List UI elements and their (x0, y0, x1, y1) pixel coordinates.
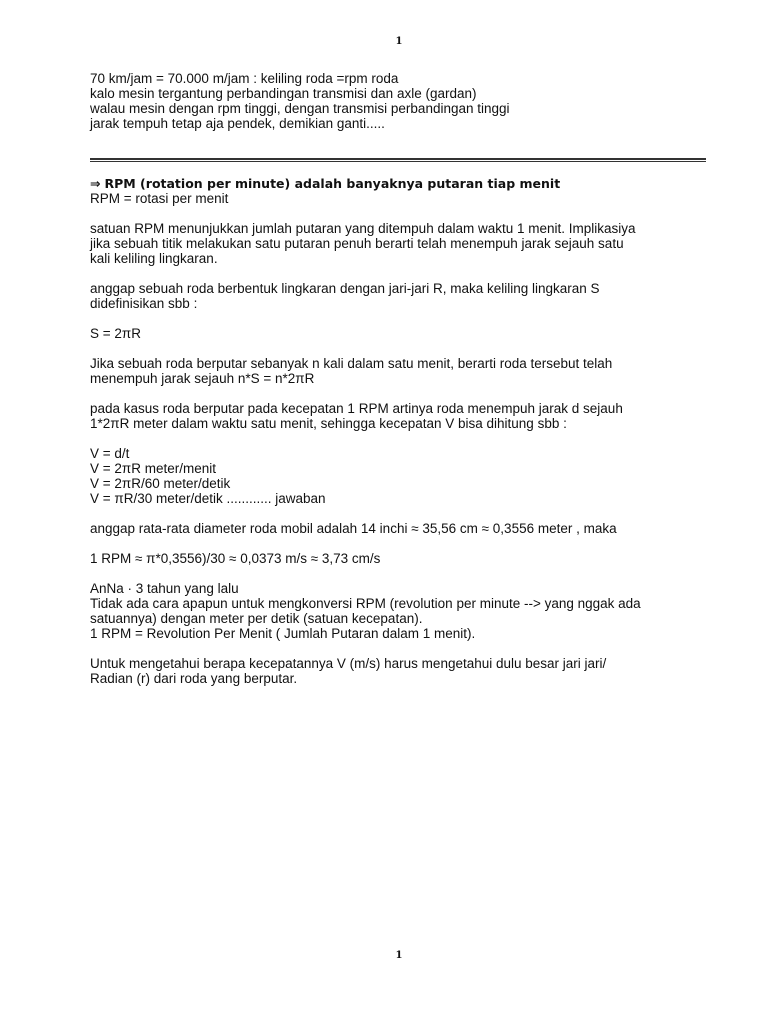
double-rule-divider (90, 158, 706, 162)
paragraph-line: didefinisikan sbb : (90, 296, 198, 311)
paragraph-line: pada kasus roda berputar pada kecepatan 1 RPM artinya roda menempuh jarak d sejauh (90, 401, 623, 416)
paragraph-line: 1*2πR meter dalam waktu satu menit, sehingga kecepatan V bisa dihitung sbb : (90, 416, 567, 431)
page-number-top: 1 (395, 36, 403, 47)
paragraph-line: jika sebuah titik melakukan satu putaran penuh berarti telah menempuh jarak sejauh satu (90, 236, 624, 251)
paragraph-line: satuan RPM menunjukkan jumlah putaran yang ditempuh dalam waktu 1 menit. Implikasiya (90, 221, 636, 236)
formula-circumference: S = 2πR (90, 326, 141, 341)
intro-line: walau mesin dengan rpm tinggi, dengan transmisi perbandingan tinggi (90, 101, 510, 116)
velocity-formula: V = d/t (90, 446, 130, 461)
paragraph-line: kali keliling lingkaran. (90, 251, 218, 266)
paragraph-line: Radian (r) dari roda yang berputar. (90, 671, 298, 686)
paragraph-line: Jika sebuah roda berputar sebanyak n kali dalam satu menit, berarti roda tersebut telah (90, 356, 613, 371)
paragraph-line: anggap rata-rata diameter roda mobil adalah 14 inchi ≈ 35,56 cm ≈ 0,3556 meter , maka (90, 521, 617, 536)
section-heading (90, 176, 720, 191)
answer-line: 1 RPM = Revolution Per Menit ( Jumlah Putaran dalam 1 menit). (90, 626, 476, 641)
velocity-formula: V = 2πR meter/menit (90, 461, 216, 476)
intro-line: 70 km/jam = 70.000 m/jam : keliling roda =rpm roda (90, 71, 399, 86)
paragraph-line: Untuk mengetahui berapa kecepatannya V (m/s) harus mengetahui dulu besar jari jari/ (90, 656, 607, 671)
document-body (90, 71, 720, 686)
paragraph-line: menempuh jarak sejauh n*S = n*2πR (90, 371, 315, 386)
velocity-formula: V = πR/30 meter/detik ............ jawaban (90, 491, 326, 506)
intro-paragraph (90, 71, 720, 131)
rpm-conversion-result: 1 RPM ≈ π*0,3556)/30 ≈ 0,0373 m/s ≈ 3,73 cm/s (90, 551, 381, 566)
rpm-definition: RPM = rotasi per menit (90, 191, 229, 206)
right-arrow-icon: ⇒ (90, 176, 101, 191)
answer-line: Tidak ada cara apapun untuk mengkonversi RPM (revolution per minute --> yang nggak ada (90, 596, 641, 611)
section-heading-text: RPM (rotation per minute) adalah banyaknya putaran tiap menit (104, 176, 561, 191)
page-number-bottom: 1 (395, 950, 403, 961)
paragraph-line: anggap sebuah roda berbentuk lingkaran dengan jari-jari R, maka keliling lingkaran S (90, 281, 600, 296)
intro-line: jarak tempuh tetap aja pendek, demikian ganti..... (90, 116, 385, 131)
intro-line: kalo mesin tergantung perbandingan transmisi dan axle (gardan) (90, 86, 477, 101)
answer-line: satuannya) dengan meter per detik (satuan kecepatan). (90, 611, 423, 626)
velocity-formula: V = 2πR/60 meter/detik (90, 476, 231, 491)
answer-author: AnNa · 3 tahun yang lalu (90, 581, 239, 596)
